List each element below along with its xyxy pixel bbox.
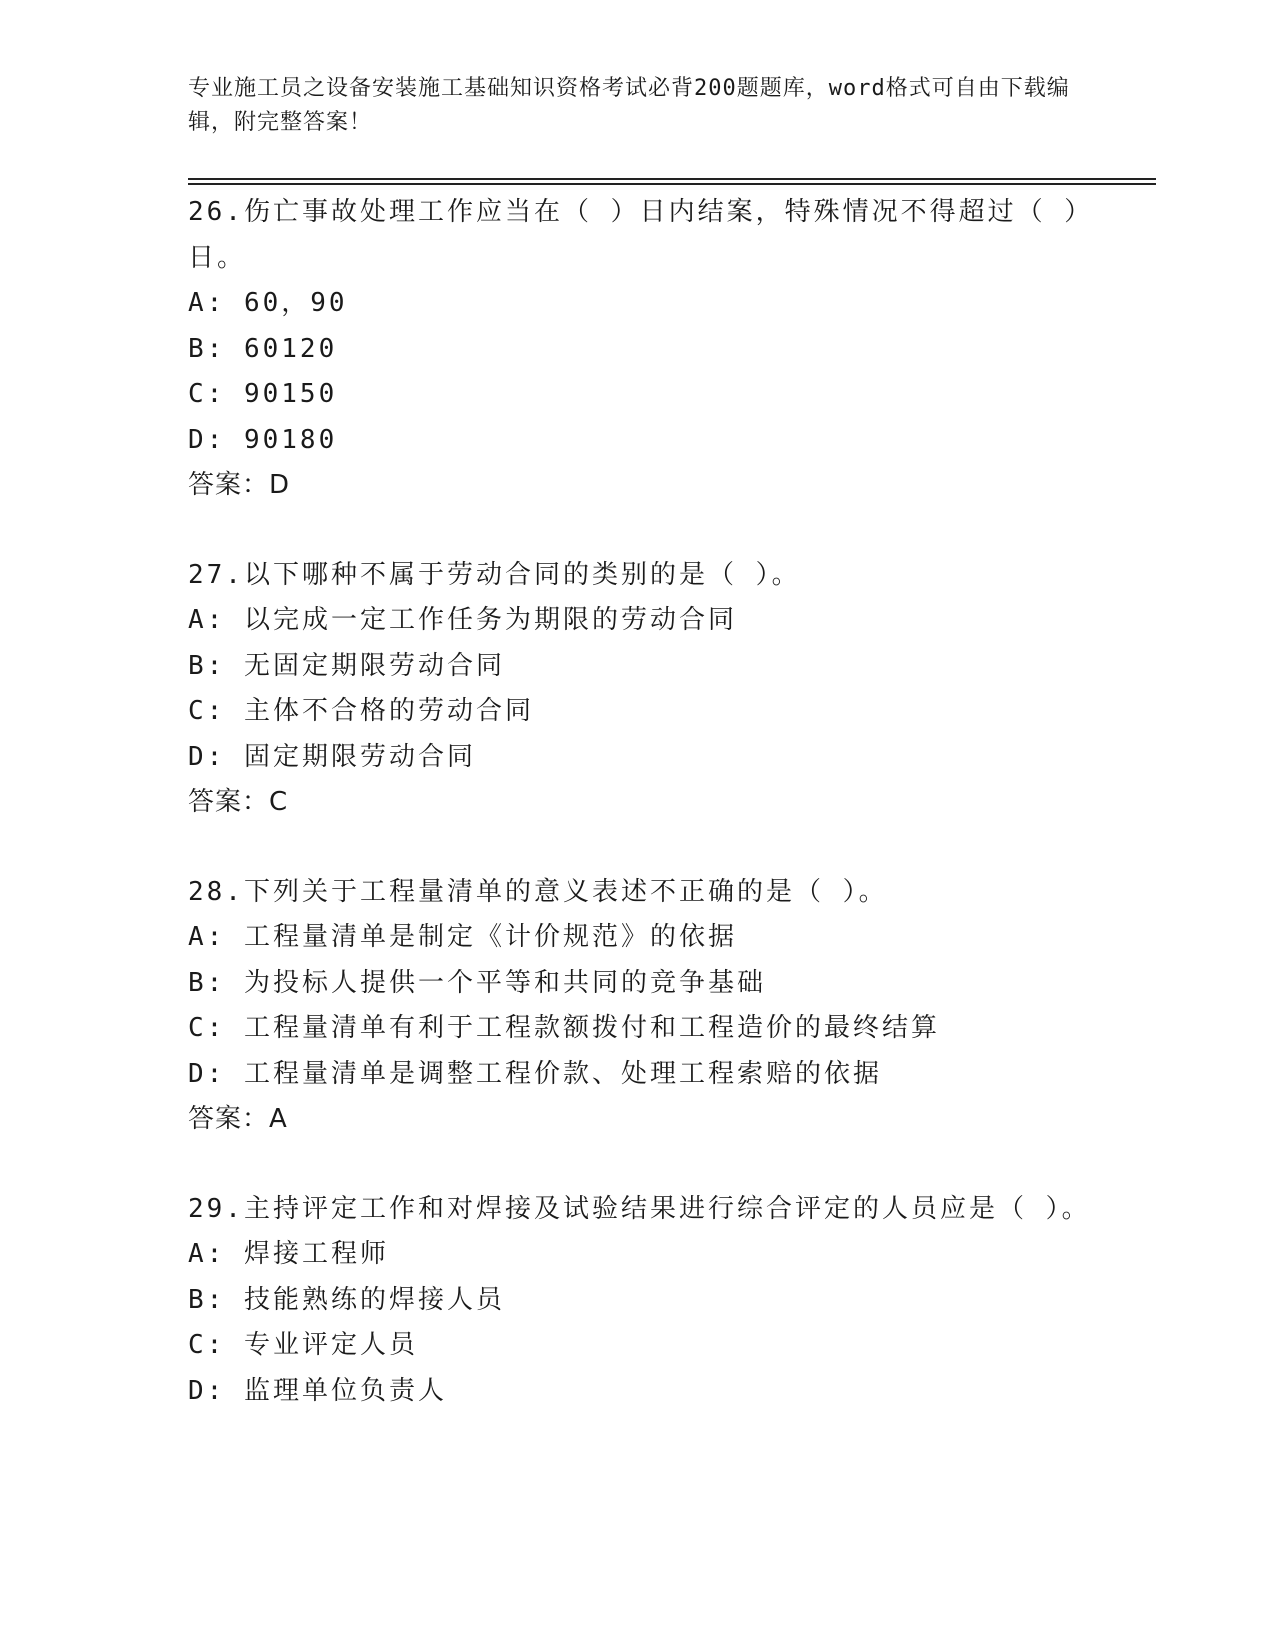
question-26 — [188, 190, 1148, 509]
answer: 答案：D — [188, 470, 291, 500]
question-28 — [188, 870, 1148, 1143]
option-a: A: 焊接工程师 — [188, 1239, 389, 1269]
document-header: 专业施工员之设备安装施工基础知识资格考试必背200题题库，word格式可自由下载编辑，附完整答案！ — [188, 76, 1070, 135]
option-b: B: 60120 — [188, 333, 338, 364]
option-d: D: 90180 — [188, 424, 338, 455]
question-list — [188, 190, 1148, 1458]
option-d: D: 固定期限劳动合同 — [188, 741, 476, 772]
header-rule-bottom — [188, 183, 1156, 185]
option-a: A: 以完成一定工作任务为期限的劳动合同 — [188, 605, 737, 635]
option-d: D: 监理单位负责人 — [188, 1375, 447, 1406]
option-c: C: 专业评定人员 — [188, 1330, 418, 1360]
answer: 答案：A — [188, 1104, 288, 1134]
option-b: B: 技能熟练的焊接人员 — [188, 1284, 505, 1315]
header-rule-top — [188, 178, 1156, 180]
option-b: B: 无固定期限劳动合同 — [188, 650, 505, 681]
option-c: C: 90150 — [188, 379, 338, 409]
option-c: C: 主体不合格的劳动合同 — [188, 696, 534, 726]
question-stem: 29.主持评定工作和对焊接及试验结果进行综合评定的人员应是（ ）。 — [188, 1193, 1091, 1224]
option-a: A: 60，90 — [188, 288, 348, 318]
question-stem: 26.伤亡事故处理工作应当在（ ）日内结案，特殊情况不得超过（ ）日。 — [188, 197, 1094, 273]
option-d: D: 工程量清单是调整工程价款、处理工程索赔的依据 — [188, 1058, 882, 1089]
question-29 — [188, 1187, 1148, 1415]
question-stem: 27.以下哪种不属于劳动合同的类别的是（ ）。 — [188, 559, 801, 590]
answer: 答案：C — [188, 787, 289, 817]
option-a: A: 工程量清单是制定《计价规范》的依据 — [188, 922, 737, 952]
question-27 — [188, 553, 1148, 826]
option-b: B: 为投标人提供一个平等和共同的竞争基础 — [188, 967, 766, 998]
question-stem: 28.下列关于工程量清单的意义表述不正确的是（ ）。 — [188, 876, 888, 907]
option-c: C: 工程量清单有利于工程款额拨付和工程造价的最终结算 — [188, 1013, 940, 1043]
